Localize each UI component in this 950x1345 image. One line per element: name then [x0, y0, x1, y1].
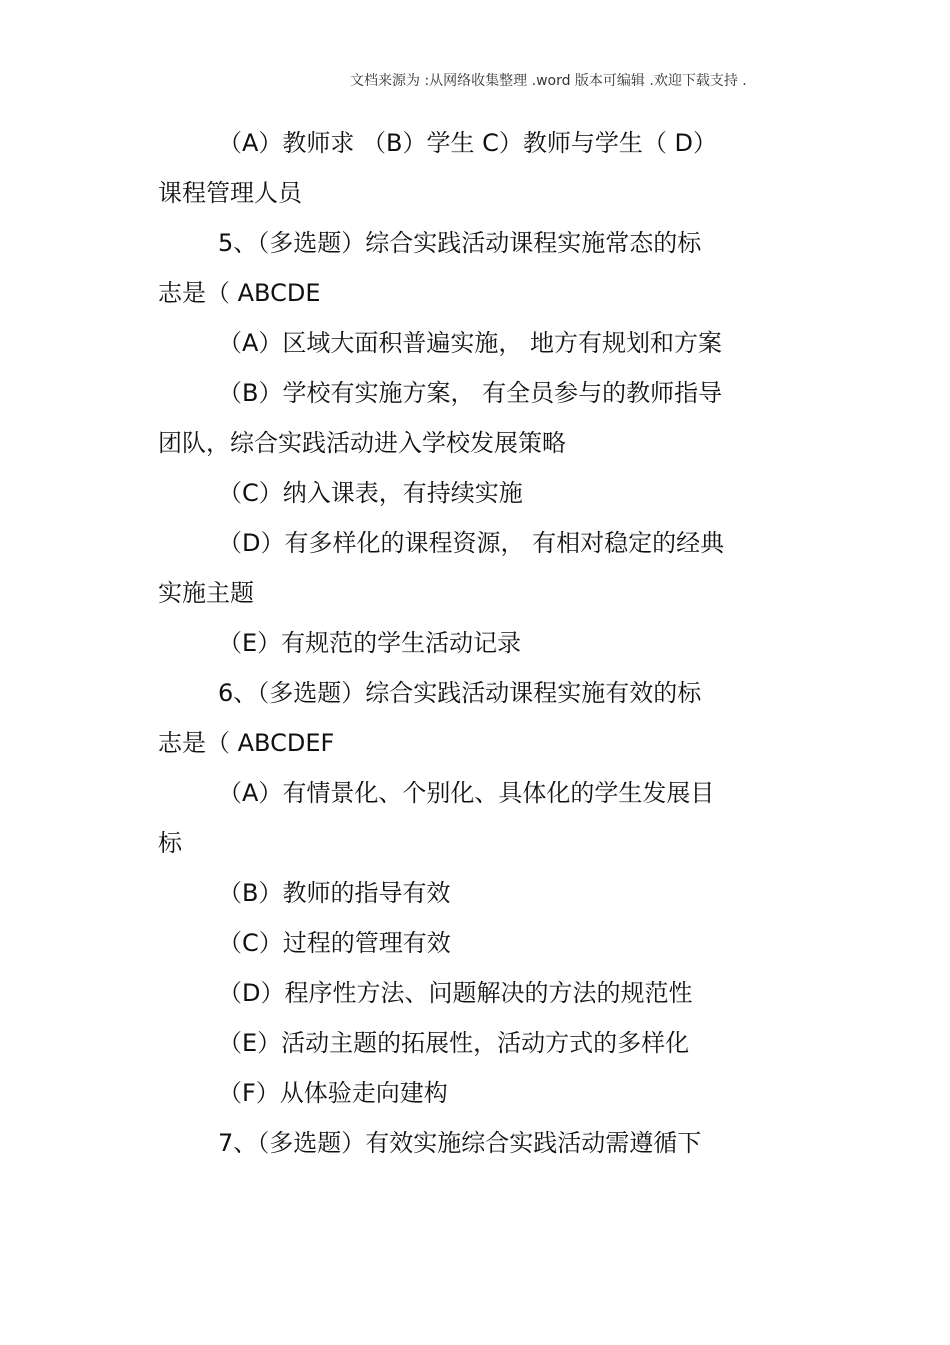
option-line: （F）从体验走向建构 [218, 1079, 448, 1107]
option-line: （B）学校有实施方案， 有全员参与的教师指导 [218, 379, 723, 407]
text-line: 课程管理人员 [158, 179, 302, 207]
answer-line: 志是（ ABCDEF [158, 729, 335, 757]
question-line: 7、（多选题）有效实施综合实践活动需遵循下 [218, 1129, 702, 1157]
option-line: （D）有多样化的课程资源， 有相对稳定的经典 [218, 529, 725, 557]
option-line: （A）有情景化、个别化、具体化的学生发展目 [218, 779, 715, 807]
option-line: （E）有规范的学生活动记录 [218, 629, 522, 657]
text-line: 团队，综合实践活动进入学校发展策略 [158, 429, 566, 457]
document-body [158, 118, 798, 1168]
option-line: （C）过程的管理有效 [218, 929, 451, 957]
option-line: （B）教师的指导有效 [218, 879, 451, 907]
page-header: 文档来源为 :从网络收集整理 .word 版本可编辑 .欢迎下载支持 . [350, 73, 747, 89]
answer-line: 志是（ ABCDE [158, 279, 321, 307]
option-line: （D）程序性方法、问题解决的方法的规范性 [218, 979, 693, 1007]
question-line: 6、（多选题）综合实践活动课程实施有效的标 [218, 679, 702, 707]
text-line: 标 [158, 829, 182, 857]
option-line: （C）纳入课表，有持续实施 [218, 479, 523, 507]
option-line: （A）区域大面积普遍实施， 地方有规划和方案 [218, 329, 723, 357]
question-line: 5、（多选题）综合实践活动课程实施常态的标 [218, 229, 702, 257]
text-line: 实施主题 [158, 579, 254, 607]
option-line: （E）活动主题的拓展性，活动方式的多样化 [218, 1029, 690, 1057]
option-line: （A）教师求 （B）学生 C）教师与学生（ D） [218, 129, 718, 157]
